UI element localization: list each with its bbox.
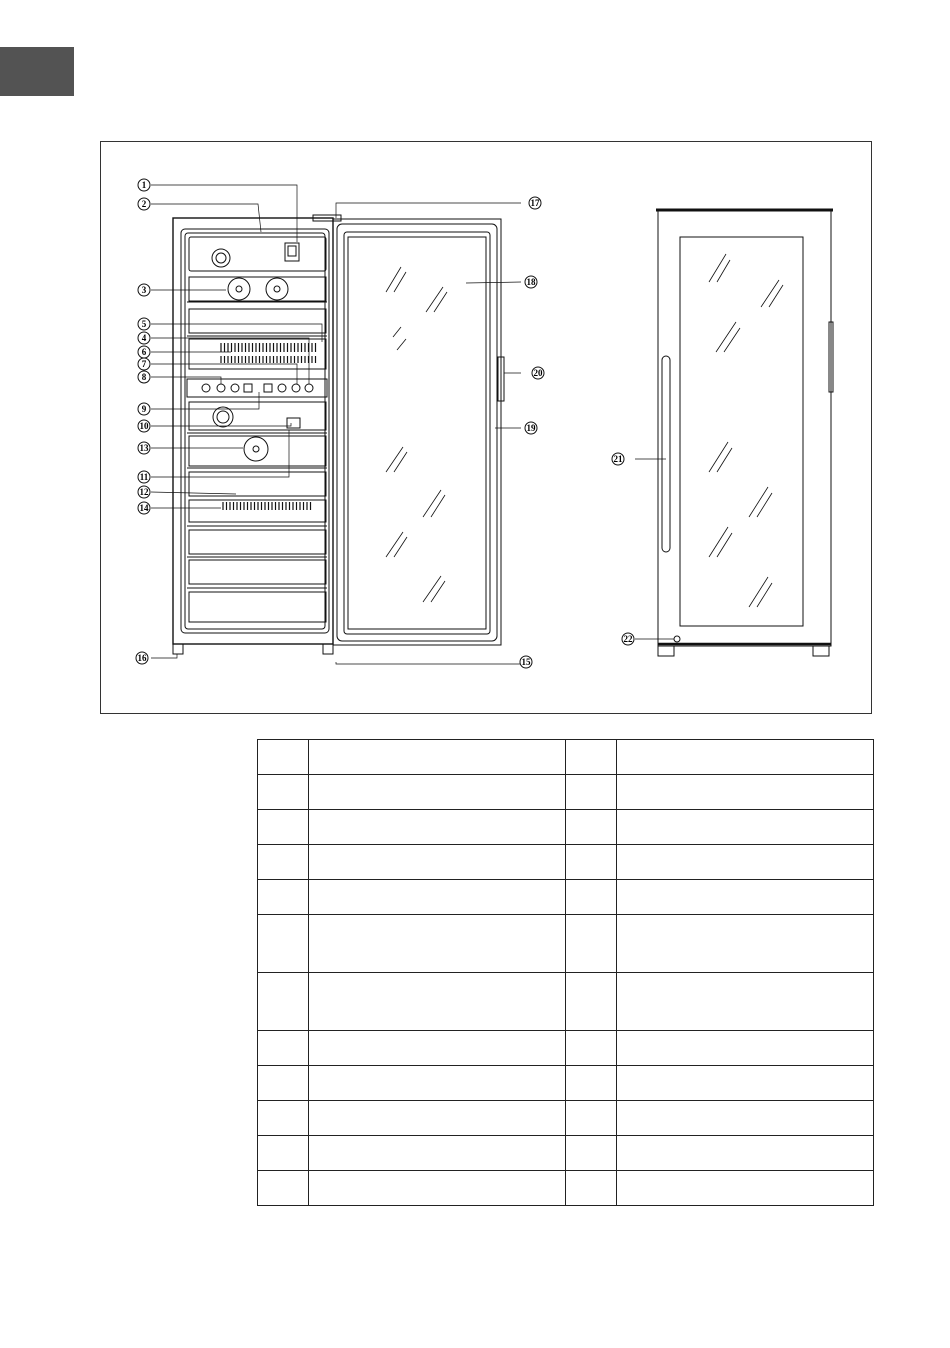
callout-1 xyxy=(138,179,150,191)
part-description-cell xyxy=(309,845,566,880)
part-number-cell xyxy=(258,1171,309,1206)
part-number-cell xyxy=(566,810,617,845)
parts-list-table xyxy=(257,739,874,1206)
part-number-cell xyxy=(566,973,617,1031)
callout-9 xyxy=(138,403,150,415)
callout-label: 10 xyxy=(139,421,149,431)
part-description-cell xyxy=(309,775,566,810)
callout-label: 21 xyxy=(613,454,623,464)
display-module-lower xyxy=(287,418,300,428)
closed-door-handle xyxy=(662,356,670,552)
part-description-cell xyxy=(309,880,566,915)
part-description-cell xyxy=(309,1101,566,1136)
callout-3 xyxy=(138,284,150,296)
part-number-cell xyxy=(566,775,617,810)
open-door-glass xyxy=(344,232,490,634)
part-number-cell xyxy=(258,973,309,1031)
part-description-cell xyxy=(309,915,566,973)
part-number-cell xyxy=(566,740,617,775)
part-number-cell xyxy=(258,1101,309,1136)
button-square-1 xyxy=(244,384,252,392)
table-row xyxy=(258,1101,874,1136)
callout-5 xyxy=(138,318,150,330)
lock-icon xyxy=(674,636,680,642)
callout-8 xyxy=(138,371,150,383)
table-row xyxy=(258,973,874,1031)
part-number-cell xyxy=(258,845,309,880)
part-number-cell xyxy=(566,915,617,973)
callout-22 xyxy=(622,633,634,645)
table-row xyxy=(258,915,874,973)
callout-label: 13 xyxy=(139,443,149,453)
control-panel-strip xyxy=(187,379,327,397)
callout-2 xyxy=(138,198,150,210)
callout-11 xyxy=(138,471,150,483)
part-description-cell xyxy=(309,1066,566,1101)
callout-label: 2 xyxy=(141,199,147,209)
callout-19 xyxy=(525,422,537,434)
part-description-cell xyxy=(617,880,874,915)
part-number-cell xyxy=(566,845,617,880)
fan-upper-right xyxy=(266,278,288,300)
callout-label: 16 xyxy=(137,653,147,663)
callout-6 xyxy=(138,346,150,358)
part-number-cell xyxy=(258,1031,309,1066)
part-number-cell xyxy=(258,740,309,775)
callout-label: 14 xyxy=(139,503,149,513)
part-description-cell xyxy=(617,1136,874,1171)
part-number-cell xyxy=(258,810,309,845)
closed-cooler-body xyxy=(658,210,831,646)
part-description-cell xyxy=(617,1066,874,1101)
cabinet-body xyxy=(173,218,333,644)
callout-markers xyxy=(136,179,634,668)
part-description-cell xyxy=(617,915,874,973)
part-description-cell xyxy=(617,845,874,880)
part-number-cell xyxy=(566,1101,617,1136)
callout-18 xyxy=(525,276,537,288)
wine-cooler-diagram xyxy=(101,142,873,715)
knob-4 xyxy=(278,384,286,392)
table-row xyxy=(258,880,874,915)
part-description-cell xyxy=(309,1171,566,1206)
part-description-cell xyxy=(617,1031,874,1066)
evaporator-fan-top xyxy=(212,249,230,267)
part-description-cell xyxy=(309,740,566,775)
callout-12 xyxy=(138,486,150,498)
part-description-cell xyxy=(309,973,566,1031)
part-description-cell xyxy=(309,1136,566,1171)
table-row xyxy=(258,1136,874,1171)
callout-label: 22 xyxy=(623,634,633,644)
knob-3 xyxy=(231,384,239,392)
table-row xyxy=(258,1031,874,1066)
part-description-cell xyxy=(617,810,874,845)
product-diagram-frame xyxy=(100,141,872,714)
table-row xyxy=(258,1066,874,1101)
callout-label: 9 xyxy=(141,404,147,414)
part-number-cell xyxy=(566,1136,617,1171)
callout-14 xyxy=(138,502,150,514)
left-foot xyxy=(173,644,183,654)
callout-label: 6 xyxy=(141,347,147,357)
part-number-cell xyxy=(258,1066,309,1101)
glass-reflection-marks xyxy=(386,254,783,607)
callout-label: 1 xyxy=(141,180,147,190)
callout-label: 11 xyxy=(139,472,149,482)
callout-label: 5 xyxy=(141,319,147,329)
top-compartment xyxy=(189,237,326,271)
part-description-cell xyxy=(617,740,874,775)
callout-20 xyxy=(532,367,544,379)
upper-fan-shelf xyxy=(189,277,326,301)
button-square-2 xyxy=(264,384,272,392)
part-number-cell xyxy=(258,915,309,973)
callout-label: 17 xyxy=(530,198,540,208)
knob-2 xyxy=(217,384,225,392)
part-number-cell xyxy=(566,880,617,915)
callout-label: 20 xyxy=(533,368,543,378)
language-tab xyxy=(0,47,74,96)
part-description-cell xyxy=(617,973,874,1031)
fan-lower xyxy=(244,437,268,461)
callout-21 xyxy=(612,453,624,465)
table-row xyxy=(258,1171,874,1206)
knob-5 xyxy=(292,384,300,392)
part-description-cell xyxy=(617,775,874,810)
part-number-cell xyxy=(566,1171,617,1206)
callout-17 xyxy=(529,197,541,209)
part-description-cell xyxy=(617,1101,874,1136)
table-row xyxy=(258,810,874,845)
callout-label: 19 xyxy=(526,423,536,433)
fan-upper-left xyxy=(228,278,250,300)
callout-label: 15 xyxy=(521,657,531,667)
part-number-cell xyxy=(258,1136,309,1171)
right-foot xyxy=(323,644,333,654)
part-description-cell xyxy=(309,1031,566,1066)
callout-7 xyxy=(138,358,150,370)
part-description-cell xyxy=(309,810,566,845)
callout-13 xyxy=(138,442,150,454)
part-number-cell xyxy=(566,1031,617,1066)
ventilation-grilles xyxy=(221,343,316,510)
evaporator-fan-lower xyxy=(213,407,233,427)
callout-15 xyxy=(520,656,532,668)
callout-label: 7 xyxy=(141,359,147,369)
part-number-cell xyxy=(566,1066,617,1101)
part-number-cell xyxy=(258,880,309,915)
callout-label: 4 xyxy=(141,333,147,343)
callout-label: 12 xyxy=(139,487,149,497)
table-row xyxy=(258,740,874,775)
callout-16 xyxy=(136,652,148,664)
knob-1 xyxy=(202,384,210,392)
callout-10 xyxy=(138,420,150,432)
part-description-cell xyxy=(617,1171,874,1206)
callout-label: 18 xyxy=(526,277,536,287)
knob-6 xyxy=(305,384,313,392)
part-number-cell xyxy=(258,775,309,810)
callout-label: 8 xyxy=(141,372,147,382)
callout-label: 3 xyxy=(141,285,147,295)
callout-4 xyxy=(138,332,150,344)
table-row xyxy=(258,845,874,880)
closed-door-glass xyxy=(680,237,803,626)
table-row xyxy=(258,775,874,810)
cabinet-inner-liner xyxy=(181,229,329,633)
